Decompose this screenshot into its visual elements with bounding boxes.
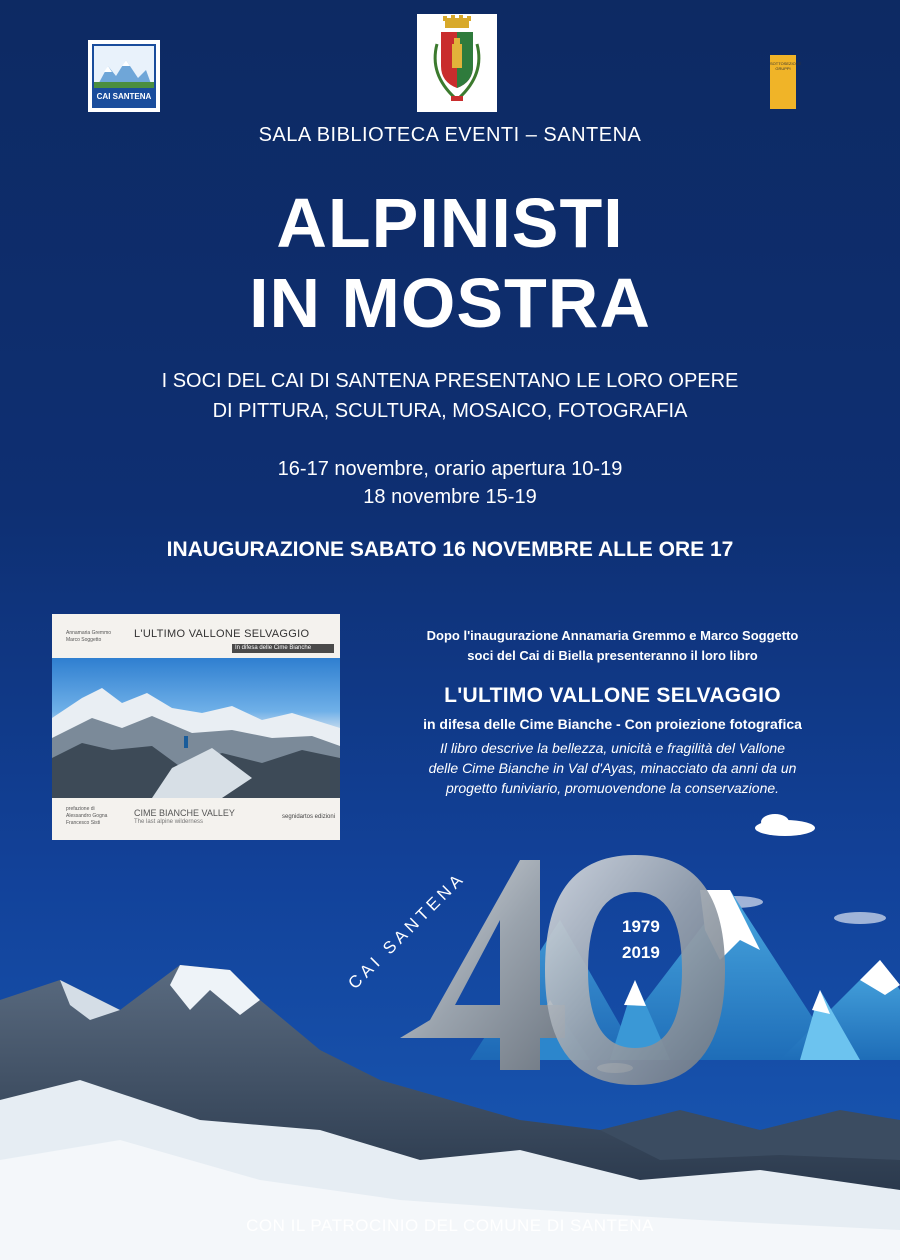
book-preface: prefazione di Alessandro Gogna Francesco Sisti [66,806,108,826]
book-english-subtitle: The last alpine wilderness [134,819,204,825]
year-start: 1979 [622,917,660,936]
dates-line2: 18 novembre 15-19 [363,486,537,508]
anniversary-artwork [0,800,900,1260]
event-subtitle-line2: DI PITTURA, SCULTURA, MOSAICO, FOTOGRAFIA [212,400,688,422]
cai-santena-logo [88,40,160,112]
event-subtitle-line1: I SOCI DEL CAI DI SANTENA PRESENTANO LE LORO OPERE [161,370,739,392]
presentation-description: Il libro descrive la bellezza, unicità e fragilità del Vallone delle Cime Bianche in Val d'Ayas, minacciato da anni da un progetto funiviario, promuovendone la conservazione. [428,740,797,796]
book-authors: Annamaria Gremmo Marco Soggetto [66,630,112,643]
anniversary-label: CAI SANTENA [344,868,470,993]
book-cover-photo [52,658,340,798]
book-title: L'ULTIMO VALLONE SELVAGGIO [134,628,310,640]
event-title-line1: ALPINISTI [276,184,624,262]
year-end: 2019 [622,943,660,962]
event-title-line2: IN MOSTRA [249,264,651,342]
inauguration-text: INAUGURAZIONE SABATO 16 NOVEMBRE ALLE ORE 17 [166,538,734,561]
patronage-footer: CON IL PATROCINIO DEL COMUNE DI SANTENA [246,1216,654,1235]
shield-icon [441,32,473,88]
book-publisher: segnidartos edizioni [282,814,336,820]
presentation-line1: Dopo l'inaugurazione Annamaria Gremmo e Marco Soggetto [426,628,799,643]
logo-right-label: SOTTOSEZIONE GRUPPI [770,61,802,71]
presentation-book-title: L'ULTIMO VALLONE SELVAGGIO [444,684,781,707]
municipal-crest-logo [417,14,497,112]
book-english-title: CIME BIANCHE VALLEY [134,808,235,818]
dates-line1: 16-17 novembre, orario apertura 10-19 [277,458,623,480]
logo-label: CAI SANTENA [94,88,154,106]
hiker-icon [184,736,188,748]
sottosezione-logo [770,55,802,109]
venue-label: SALA BIBLIOTECA EVENTI – SANTENA [258,124,642,146]
presentation-line2: soci del Cai di Biella presenteranno il loro libro [467,648,758,663]
presentation-book-subtitle: in difesa delle Cime Bianche - Con proiezione fotografica [423,716,802,732]
crown-icon [443,15,471,28]
book-subtitle: In difesa delle Cime Bianche [232,644,334,653]
